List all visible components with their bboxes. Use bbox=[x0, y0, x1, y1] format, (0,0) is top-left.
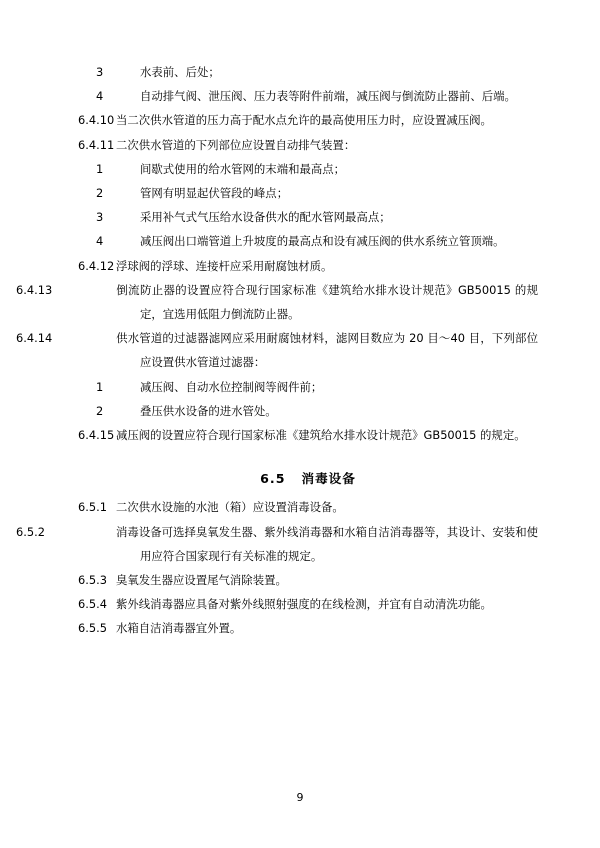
list-item bbox=[78, 84, 538, 108]
list-item-text: 叠压供水设备的进水管处。 bbox=[140, 403, 277, 418]
clause-text: 当二次供水管道的压力高于配水点允许的最高使用压力时，应设置减压阀。 bbox=[116, 113, 492, 128]
clause-6-5-4 bbox=[78, 592, 538, 616]
section-heading-6-5 bbox=[78, 467, 538, 491]
list-item-number: 3 bbox=[96, 65, 104, 79]
clause-text: 供水管道的过滤器滤网应采用耐腐蚀材料，滤网目数应为 20 目～40 目，下列部位应设置供水管道过滤器： bbox=[116, 331, 538, 370]
clause-number: 6.5.5 bbox=[78, 621, 107, 636]
clause-list-upper bbox=[16, 60, 538, 447]
clause-text: 倒流防止器的设置应符合现行国家标准《建筑给水排水设计规范》GB50015 的规定，宜选用低阻力倒流防止器。 bbox=[116, 282, 538, 322]
list-item-text: 间歇式使用的给水管网的末端和最高点； bbox=[140, 161, 346, 176]
list-item-number: 3 bbox=[96, 210, 104, 225]
clause-6-4-10 bbox=[78, 108, 538, 132]
clause-list-section-6-5 bbox=[16, 495, 538, 640]
list-item-number: 2 bbox=[96, 403, 104, 418]
clause-6-5-5 bbox=[78, 616, 538, 640]
clause-number: 6.5.4 bbox=[78, 597, 107, 612]
list-item-number: 1 bbox=[96, 379, 104, 394]
clause-number: 6.4.12 bbox=[78, 258, 115, 273]
list-item-text: 减压阀、自动水位控制阀等阀件前； bbox=[140, 379, 323, 394]
clause-6-5-2 bbox=[16, 520, 538, 568]
clause-text: 二次供水设施的水池（箱）应设置消毒设备。 bbox=[116, 500, 344, 515]
list-item bbox=[78, 399, 538, 423]
list-item-text: 管网有明显起伏管段的峰点； bbox=[140, 186, 289, 201]
list-item-text: 水表前、后处； bbox=[140, 65, 220, 79]
list-item-number: 2 bbox=[96, 186, 104, 201]
clause-number: 6.5.2 bbox=[16, 524, 45, 539]
list-item-number: 4 bbox=[96, 234, 104, 249]
clause-number: 6.4.15 bbox=[78, 428, 115, 443]
clause-6-4-15 bbox=[78, 423, 538, 447]
clause-number: 6.4.13 bbox=[16, 282, 53, 297]
list-item bbox=[78, 229, 538, 253]
list-item-number: 4 bbox=[96, 89, 104, 104]
clause-number: 6.4.11 bbox=[78, 137, 115, 152]
clause-text: 臭氧发生器应设置尾气消除装置。 bbox=[116, 573, 287, 588]
clause-text: 减压阀的设置应符合现行国家标准《建筑给水排水设计规范》GB50015 的规定。 bbox=[116, 428, 526, 443]
clause-6-4-12 bbox=[78, 254, 538, 278]
list-item-text: 采用补气式气压给水设备供水的配水管网最高点； bbox=[140, 210, 391, 225]
clause-text: 浮球阀的浮球、连接杆应采用耐腐蚀材质。 bbox=[116, 258, 333, 273]
list-item-number: 1 bbox=[96, 161, 104, 176]
clause-text: 消毒设备可选择臭氧发生器、紫外线消毒器和水箱自洁消毒器等，其设计、安装和使用应符合国家现行有关标准的规定。 bbox=[116, 524, 538, 563]
clause-text: 紫外线消毒器应具备对紫外线照射强度的在线检测，并宜有自动清洗功能。 bbox=[116, 597, 492, 612]
clause-text: 二次供水管道的下列部位应设置自动排气装置： bbox=[116, 137, 356, 152]
page-number: 9 bbox=[296, 791, 304, 804]
clause-text: 水箱自洁消毒器宜外置。 bbox=[116, 621, 242, 636]
list-item bbox=[78, 205, 538, 229]
section-number: 6.5 bbox=[260, 471, 286, 487]
list-item bbox=[78, 157, 538, 181]
clause-6-4-13 bbox=[16, 278, 538, 326]
list-item bbox=[78, 181, 538, 205]
clause-number: 6.5.3 bbox=[78, 573, 107, 588]
clause-6-4-14 bbox=[16, 326, 538, 374]
clause-number: 6.4.14 bbox=[16, 331, 53, 346]
section-title: 消毒设备 bbox=[301, 471, 356, 487]
clause-6-4-11 bbox=[78, 133, 538, 157]
section-spacer bbox=[78, 447, 538, 453]
list-item bbox=[78, 60, 538, 84]
list-item-text: 减压阀出口端管道上升坡度的最高点和设有减压阀的供水系统立管顶端。 bbox=[140, 234, 505, 249]
clause-number: 6.4.10 bbox=[78, 113, 115, 128]
clause-6-5-1 bbox=[78, 495, 538, 519]
list-item bbox=[78, 375, 538, 399]
clause-number: 6.5.1 bbox=[78, 500, 107, 515]
clause-6-5-3 bbox=[78, 568, 538, 592]
list-item-text: 自动排气阀、泄压阀、压力表等附件前端，减压阀与倒流防止器前、后端。 bbox=[140, 89, 516, 104]
